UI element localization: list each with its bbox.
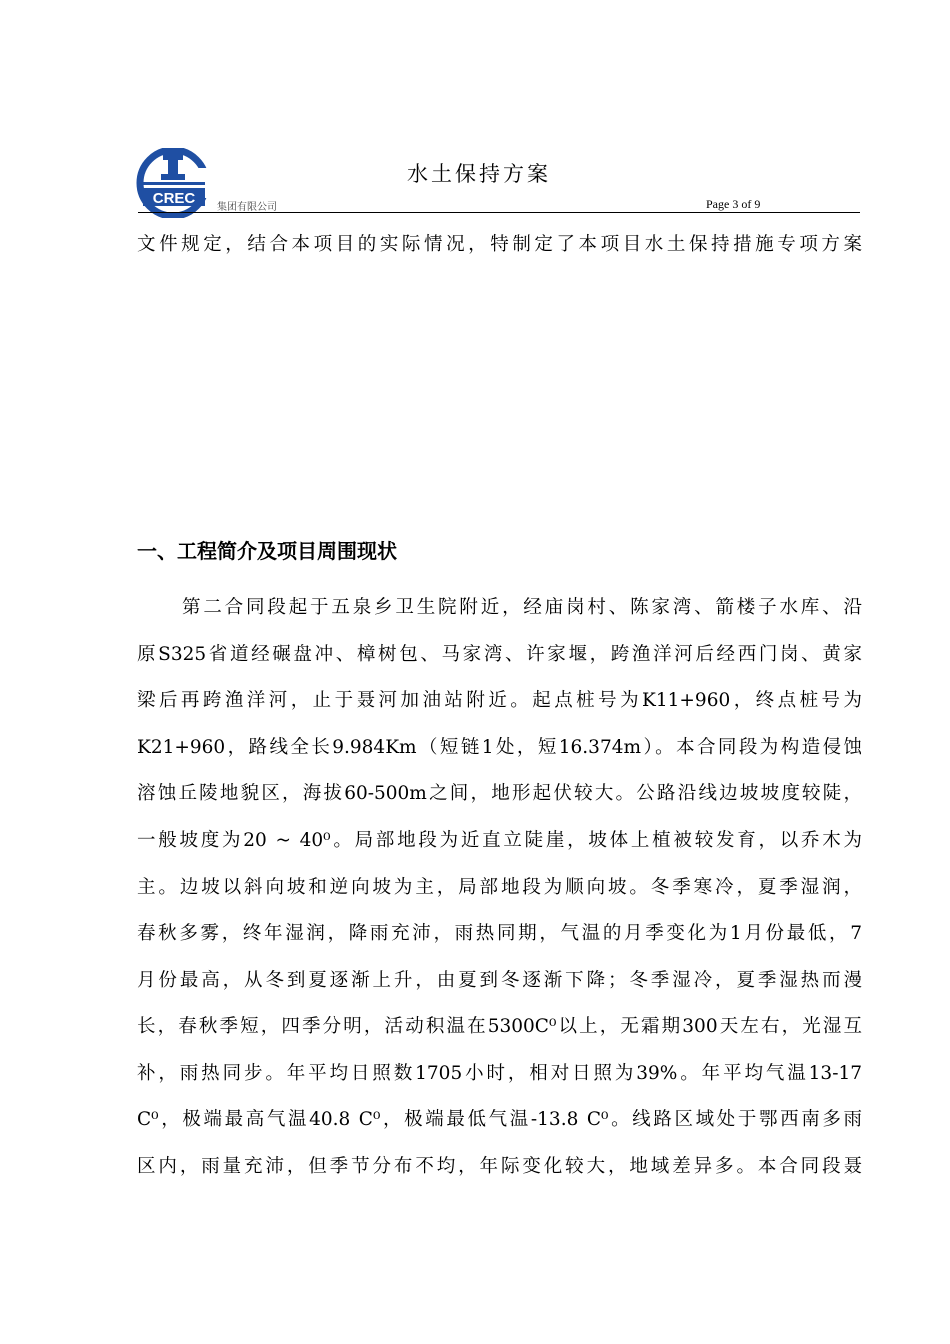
paragraph-line: 补，雨热同步。年平均日照数1705小时，相对日照为39%。年平均气温13-17 bbox=[137, 1063, 862, 1084]
page-number: Page 3 of 9 bbox=[706, 197, 761, 211]
paragraph-line: 原S325省道经碾盘冲、樟树包、马家湾、许家堰，跨渔洋河后经西门岗、黄家 bbox=[137, 644, 862, 665]
document-title: 水土保持方案 bbox=[407, 162, 551, 186]
paragraph-line: 主。边坡以斜向坡和逆向坡为主，局部地段为顺向坡。冬季寒冷，夏季湿润， bbox=[137, 877, 862, 898]
company-logo bbox=[133, 148, 225, 218]
company-name-fragment: 集团有限公司 bbox=[217, 202, 277, 213]
paragraph-line: K21+960，路线全长9.984Km（短链1处，短16.374m）。本合同段为构造侵蚀 bbox=[137, 737, 862, 758]
paragraph-line: 溶蚀丘陵地貌区，海拔60-500m之间，地形起伏较大。公路沿线边坡坡度较陡， bbox=[137, 783, 862, 804]
paragraph-line: 春秋多雾，终年湿润，降雨充沛，雨热同期，气温的月季变化为1月份最低，7 bbox=[137, 923, 862, 944]
logo-text: CREC bbox=[152, 190, 196, 207]
paragraph-line: 第二合同段起于五泉乡卫生院附近，经庙岗村、陈家湾、箭楼子水库、沿 bbox=[182, 597, 862, 618]
header-divider bbox=[138, 212, 860, 213]
intro-line: 文件规定，结合本项目的实际情况，特制定了本项目水土保持措施专项方案 bbox=[137, 234, 862, 255]
company-name bbox=[217, 198, 277, 213]
paragraph-line: 区内，雨量充沛，但季节分布不均，年际变化较大，地域差异多。本合同段聂 bbox=[137, 1156, 862, 1177]
section-heading: 一、工程简介及项目周围现状 bbox=[137, 539, 397, 563]
paragraph-line: 长，春秋季短，四季分明，活动积温在5300C⁰以上，无霜期300天左右，光湿互 bbox=[137, 1016, 862, 1037]
crec-logo-icon bbox=[133, 148, 225, 218]
paragraph-line: C⁰，极端最高气温40.8 C⁰，极端最低气温-13.8 C⁰。线路区域处于鄂西南多雨 bbox=[137, 1109, 862, 1130]
paragraph-line: 月份最高，从冬到夏逐渐上升，由夏到冬逐渐下降；冬季湿冷，夏季湿热而漫 bbox=[137, 970, 862, 991]
paragraph-line: 一般坡度为20 ~ 40⁰。局部地段为近直立陡崖，坡体上植被较发育，以乔木为 bbox=[137, 830, 862, 851]
paragraph-line: 梁后再跨渔洋河，止于聂河加油站附近。起点桩号为K11+960，终点桩号为 bbox=[137, 690, 862, 711]
